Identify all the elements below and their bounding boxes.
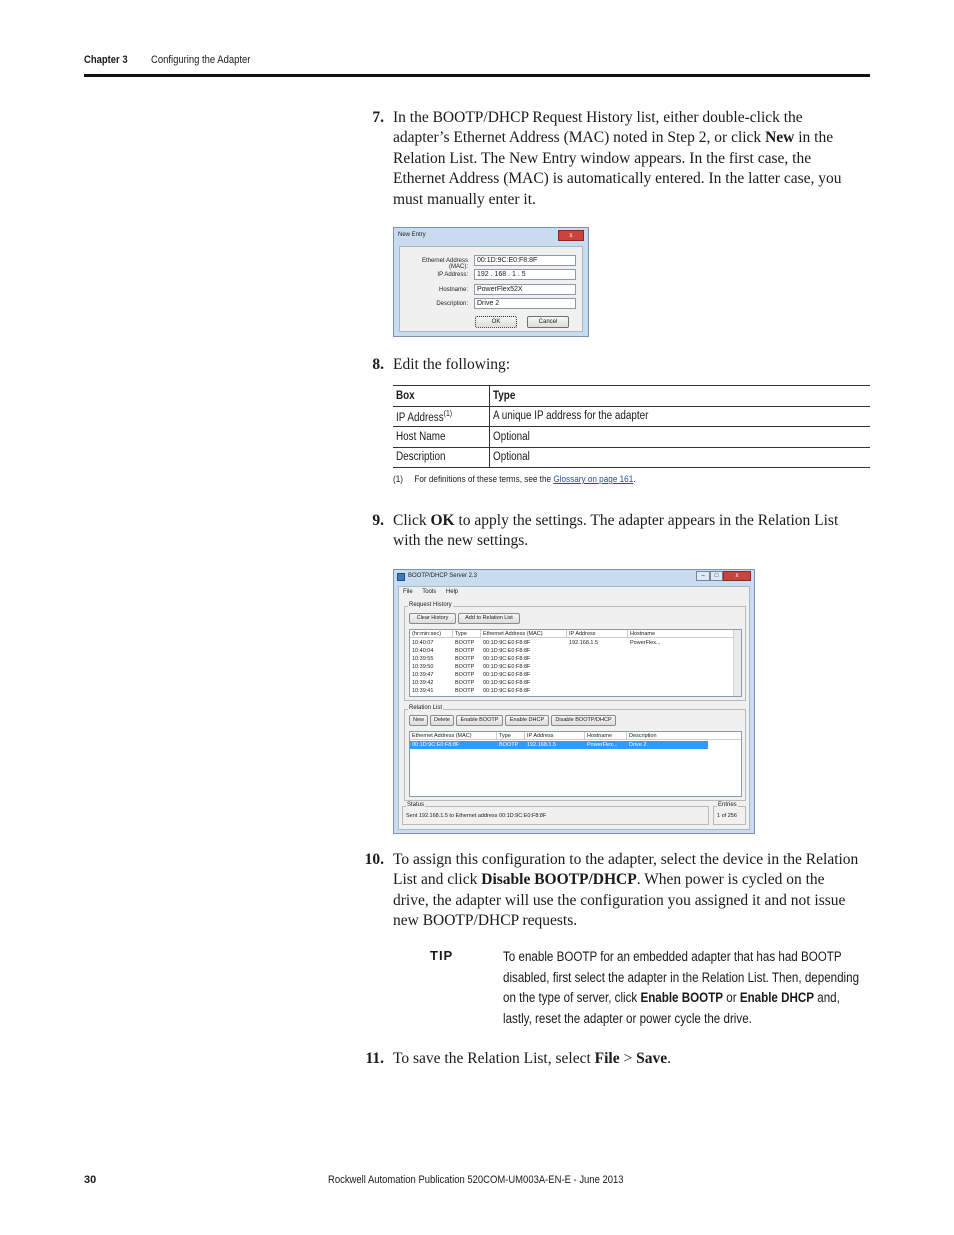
description-field[interactable]: Drive 2 xyxy=(474,298,576,309)
group-label: Request History xyxy=(409,602,452,608)
request-history-row[interactable]: 10:39:42 BOOTP 00:1D:9C:E0:F8:8F xyxy=(412,680,531,686)
request-history-row[interactable]: 10:39:50 BOOTP 00:1D:9C:E0:F8:8F xyxy=(412,664,531,670)
ip-label: IP Address: xyxy=(437,272,468,278)
menu-tools[interactable]: Tools xyxy=(422,589,437,595)
step-number: 10. xyxy=(364,851,384,868)
maximize-icon[interactable]: □ xyxy=(710,571,723,581)
step-text: Click OK to apply the settings. The adapter appears in the Relation List with the new settings. xyxy=(393,512,839,550)
entries-text: 1 of 256 xyxy=(717,813,737,819)
tip-label: TIP xyxy=(430,948,454,963)
glossary-link[interactable]: Glossary on page 161 xyxy=(553,474,634,485)
mac-field[interactable]: 00:1D:9C:E0:F8:8F xyxy=(474,255,576,266)
step-number: 7. xyxy=(372,109,384,126)
ip-field[interactable]: 192 . 168 . 1 . 5 xyxy=(474,269,576,280)
table-header-row xyxy=(393,386,870,407)
request-history-row[interactable]: 10:39:41 BOOTP 00:1D:9C:E0:F8:8F xyxy=(412,688,531,694)
table-row: Host Name Optional xyxy=(393,427,870,448)
header-rule xyxy=(84,74,870,77)
settings-table xyxy=(393,385,870,468)
enable-bootp-button[interactable]: Enable BOOTP xyxy=(456,715,503,726)
minimize-icon[interactable]: – xyxy=(696,571,710,581)
page-number: 30 xyxy=(84,1174,97,1186)
description-label: Description: xyxy=(436,301,468,307)
hostname-label: Hostname: xyxy=(438,287,468,293)
enable-dhcp-button[interactable]: Enable DHCP xyxy=(505,715,549,726)
disable-bootp-dhcp-button[interactable]: Disable BOOTP/DHCP xyxy=(551,715,616,726)
chapter-label: Chapter 3 xyxy=(84,54,128,66)
new-button[interactable]: New xyxy=(409,715,428,726)
column-header-type: Type xyxy=(492,389,515,402)
add-to-relation-list-button[interactable]: Add to Relation List xyxy=(458,613,520,624)
request-history-row[interactable]: 10:39:47 BOOTP 00:1D:9C:E0:F8:8F xyxy=(412,672,531,678)
tip-text: To enable BOOTP for an embedded adapter that has had BOOTP disabled, first select the adapter in the Relation List. Then, depending on the type of server, click Enable BOOTP or Enable DHCP and, lastly, reset the adapter or power cycle the drive. xyxy=(503,949,860,1026)
request-history-list[interactable]: (hr:min:sec) Type Ethernet Address (MAC) IP Address Hostname 10:40:07 BOOTP 00:1D:9C:E0:F8:8F 192.168.1.5 PowerFlex... 10:40:04 BOOTP 00:1D:9C:E0:F8:8F 10:39:55 BOOTP 00:1D:9C:E0:F8:8F 10:39:50 BOOTP 00:1D:9C:E0:F8:8F 10:39:47 BOOTP 00:1D:9C:E0:F8:8F 10:39:42 BOOTP 00:1D:9C:E0:F8:8F 10:39:41 BOOTP 00:1D:9C:E0:F8:8F xyxy=(409,629,742,697)
status-text: Sent 192.168.1.5 to Ethernet address 00:1D:9C:E0:F8:8F xyxy=(406,813,547,819)
window-client xyxy=(398,586,750,830)
running-header xyxy=(84,52,870,78)
group-label: Relation List xyxy=(409,705,443,711)
entries-group xyxy=(713,802,746,825)
delete-button[interactable]: Delete xyxy=(430,715,454,726)
request-history-group xyxy=(404,602,746,701)
request-history-row[interactable]: 10:40:04 BOOTP 00:1D:9C:E0:F8:8F xyxy=(412,648,531,654)
menu-file[interactable]: File xyxy=(403,589,413,595)
group-label: Entries xyxy=(718,802,737,808)
new-entry-dialog xyxy=(393,227,589,337)
chapter-title: Configuring the Adapter xyxy=(151,54,251,66)
ok-button[interactable]: OK xyxy=(475,316,517,328)
dialog-body xyxy=(399,246,583,332)
request-history-row[interactable]: 10:39:55 BOOTP 00:1D:9C:E0:F8:8F xyxy=(412,656,531,662)
step-number: 9. xyxy=(372,512,384,529)
mac-label: Ethernet Address (MAC): xyxy=(421,258,468,270)
group-label: Status xyxy=(407,802,425,808)
menu-help[interactable]: Help xyxy=(445,589,459,595)
relation-list-row-selected[interactable]: 00:1D:9C:E0:F8:8F BOOTP 192.168.1.5 PowerFlex... Drive 2 xyxy=(410,741,708,749)
hostname-field[interactable]: PowerFlex52X xyxy=(474,284,576,295)
table-footnote: (1) For definitions of these terms, see the Glossary on page 161. xyxy=(393,474,636,485)
bootp-server-window xyxy=(393,569,755,834)
step-text: In the BOOTP/DHCP Request History list, either double-click the adapter’s Ethernet Address (MAC) noted in Step 2, or click New in the Relation List. The New Entry window appears. In the first case, the Ethernet Address (MAC) is automatically entered. In the latter case, you must manually enter it. xyxy=(393,109,842,208)
table-row: Description Optional xyxy=(393,447,870,468)
column-header-box: Box xyxy=(396,389,415,402)
clear-history-button[interactable]: Clear History xyxy=(409,613,456,624)
scrollbar[interactable] xyxy=(733,630,741,696)
relation-list-group xyxy=(404,705,746,801)
cancel-button[interactable]: Cancel xyxy=(527,316,569,328)
relation-list[interactable]: Ethernet Address (MAC) Type IP Address Hostname Description 00:1D:9C:E0:F8:8F BOOTP 192.168.1.5 PowerFlex... Drive 2 xyxy=(409,731,742,797)
step-text: To save the Relation List, select File > Save. xyxy=(393,1050,671,1067)
step-text: Edit the following: xyxy=(393,356,511,373)
menu-bar xyxy=(403,589,466,595)
close-icon[interactable]: x xyxy=(558,230,584,241)
status-group xyxy=(402,802,709,825)
close-icon[interactable]: x xyxy=(723,571,751,581)
table-row: IP Address$^{(1)}$ A unique IP address for the adapter xyxy=(393,406,870,427)
request-history-row[interactable]: 10:40:07 BOOTP 00:1D:9C:E0:F8:8F 192.168.1.5 PowerFlex... xyxy=(412,640,661,646)
step-number: 11. xyxy=(365,1050,384,1067)
publication-info: Rockwell Automation Publication 520COM-UM003A-EN-E - June 2013 xyxy=(328,1174,624,1186)
step-text: To assign this configuration to the adapter, select the device in the Relation List and click Disable BOOTP/DHCP. When power is cycled on the drive, the adapter will use the configuration you assigned it and not issue new BOOTP/DHCP requests. xyxy=(393,851,859,930)
dialog-title: New Entry xyxy=(398,232,426,238)
step-number: 8. xyxy=(372,356,384,373)
window-title: BOOTP/DHCP Server 2.3 xyxy=(408,573,477,579)
